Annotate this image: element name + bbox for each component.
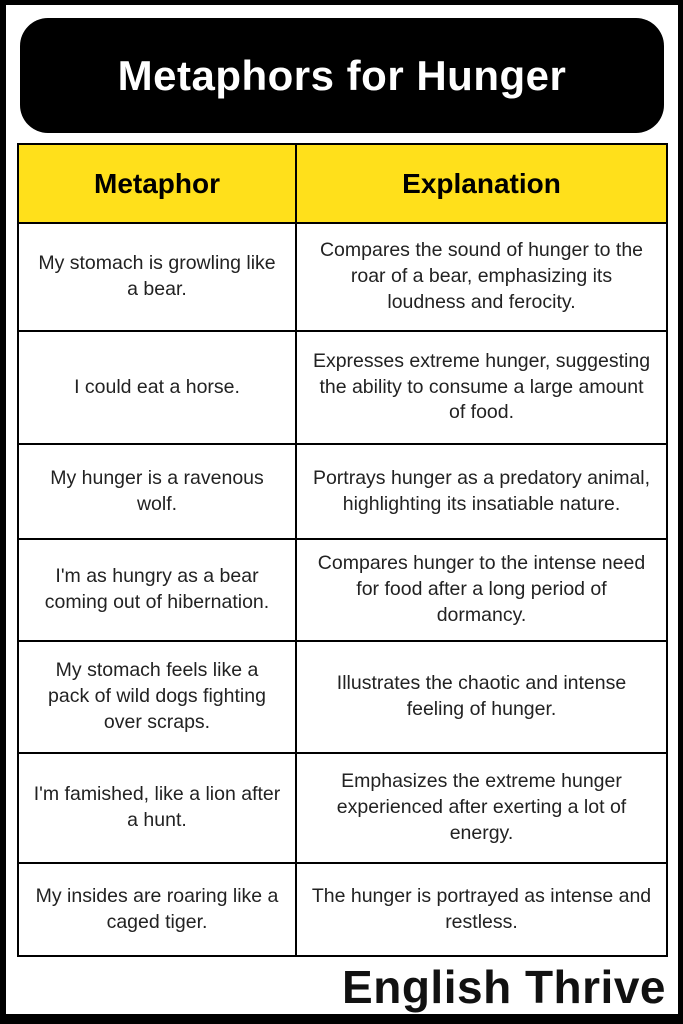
table-row (18, 863, 667, 956)
explanation-cell: Illustrates the chaotic and intense feeling of hunger. (296, 641, 667, 753)
metaphor-cell: My insides are roaring like a caged tiger. (18, 863, 296, 956)
title-card (20, 18, 664, 133)
table-header-row (18, 144, 667, 223)
metaphor-cell: I could eat a horse. (18, 331, 296, 444)
metaphor-cell: I'm as hungry as a bear coming out of hibernation. (18, 539, 296, 641)
table-row (18, 331, 667, 444)
page-background (6, 5, 678, 1014)
metaphor-cell: My hunger is a ravenous wolf. (18, 444, 296, 539)
brand-watermark: English Thrive (342, 961, 666, 1013)
table-row (18, 223, 667, 331)
explanation-cell: Compares hunger to the intense need for food after a long period of dormancy. (296, 539, 667, 641)
metaphor-table (17, 143, 668, 957)
table-row (18, 753, 667, 863)
table-row (18, 641, 667, 753)
metaphor-cell: My stomach feels like a pack of wild dogs fighting over scraps. (18, 641, 296, 753)
metaphor-cell: I'm famished, like a lion after a hunt. (18, 753, 296, 863)
explanation-cell: Portrays hunger as a predatory animal, highlighting its insatiable nature. (296, 444, 667, 539)
column-header-explanation: Explanation (296, 144, 667, 223)
page-title: Metaphors for Hunger (117, 51, 567, 99)
explanation-cell: The hunger is portrayed as intense and restless. (296, 863, 667, 956)
metaphor-cell: My stomach is growling like a bear. (18, 223, 296, 331)
column-header-metaphor: Metaphor (18, 144, 296, 223)
table-row (18, 539, 667, 641)
table-row (18, 444, 667, 539)
explanation-cell: Compares the sound of hunger to the roar of a bear, emphasizing its loudness and ferocity. (296, 223, 667, 331)
explanation-cell: Expresses extreme hunger, suggesting the ability to consume a large amount of food. (296, 331, 667, 444)
explanation-cell: Emphasizes the extreme hunger experienced after exerting a lot of energy. (296, 753, 667, 863)
